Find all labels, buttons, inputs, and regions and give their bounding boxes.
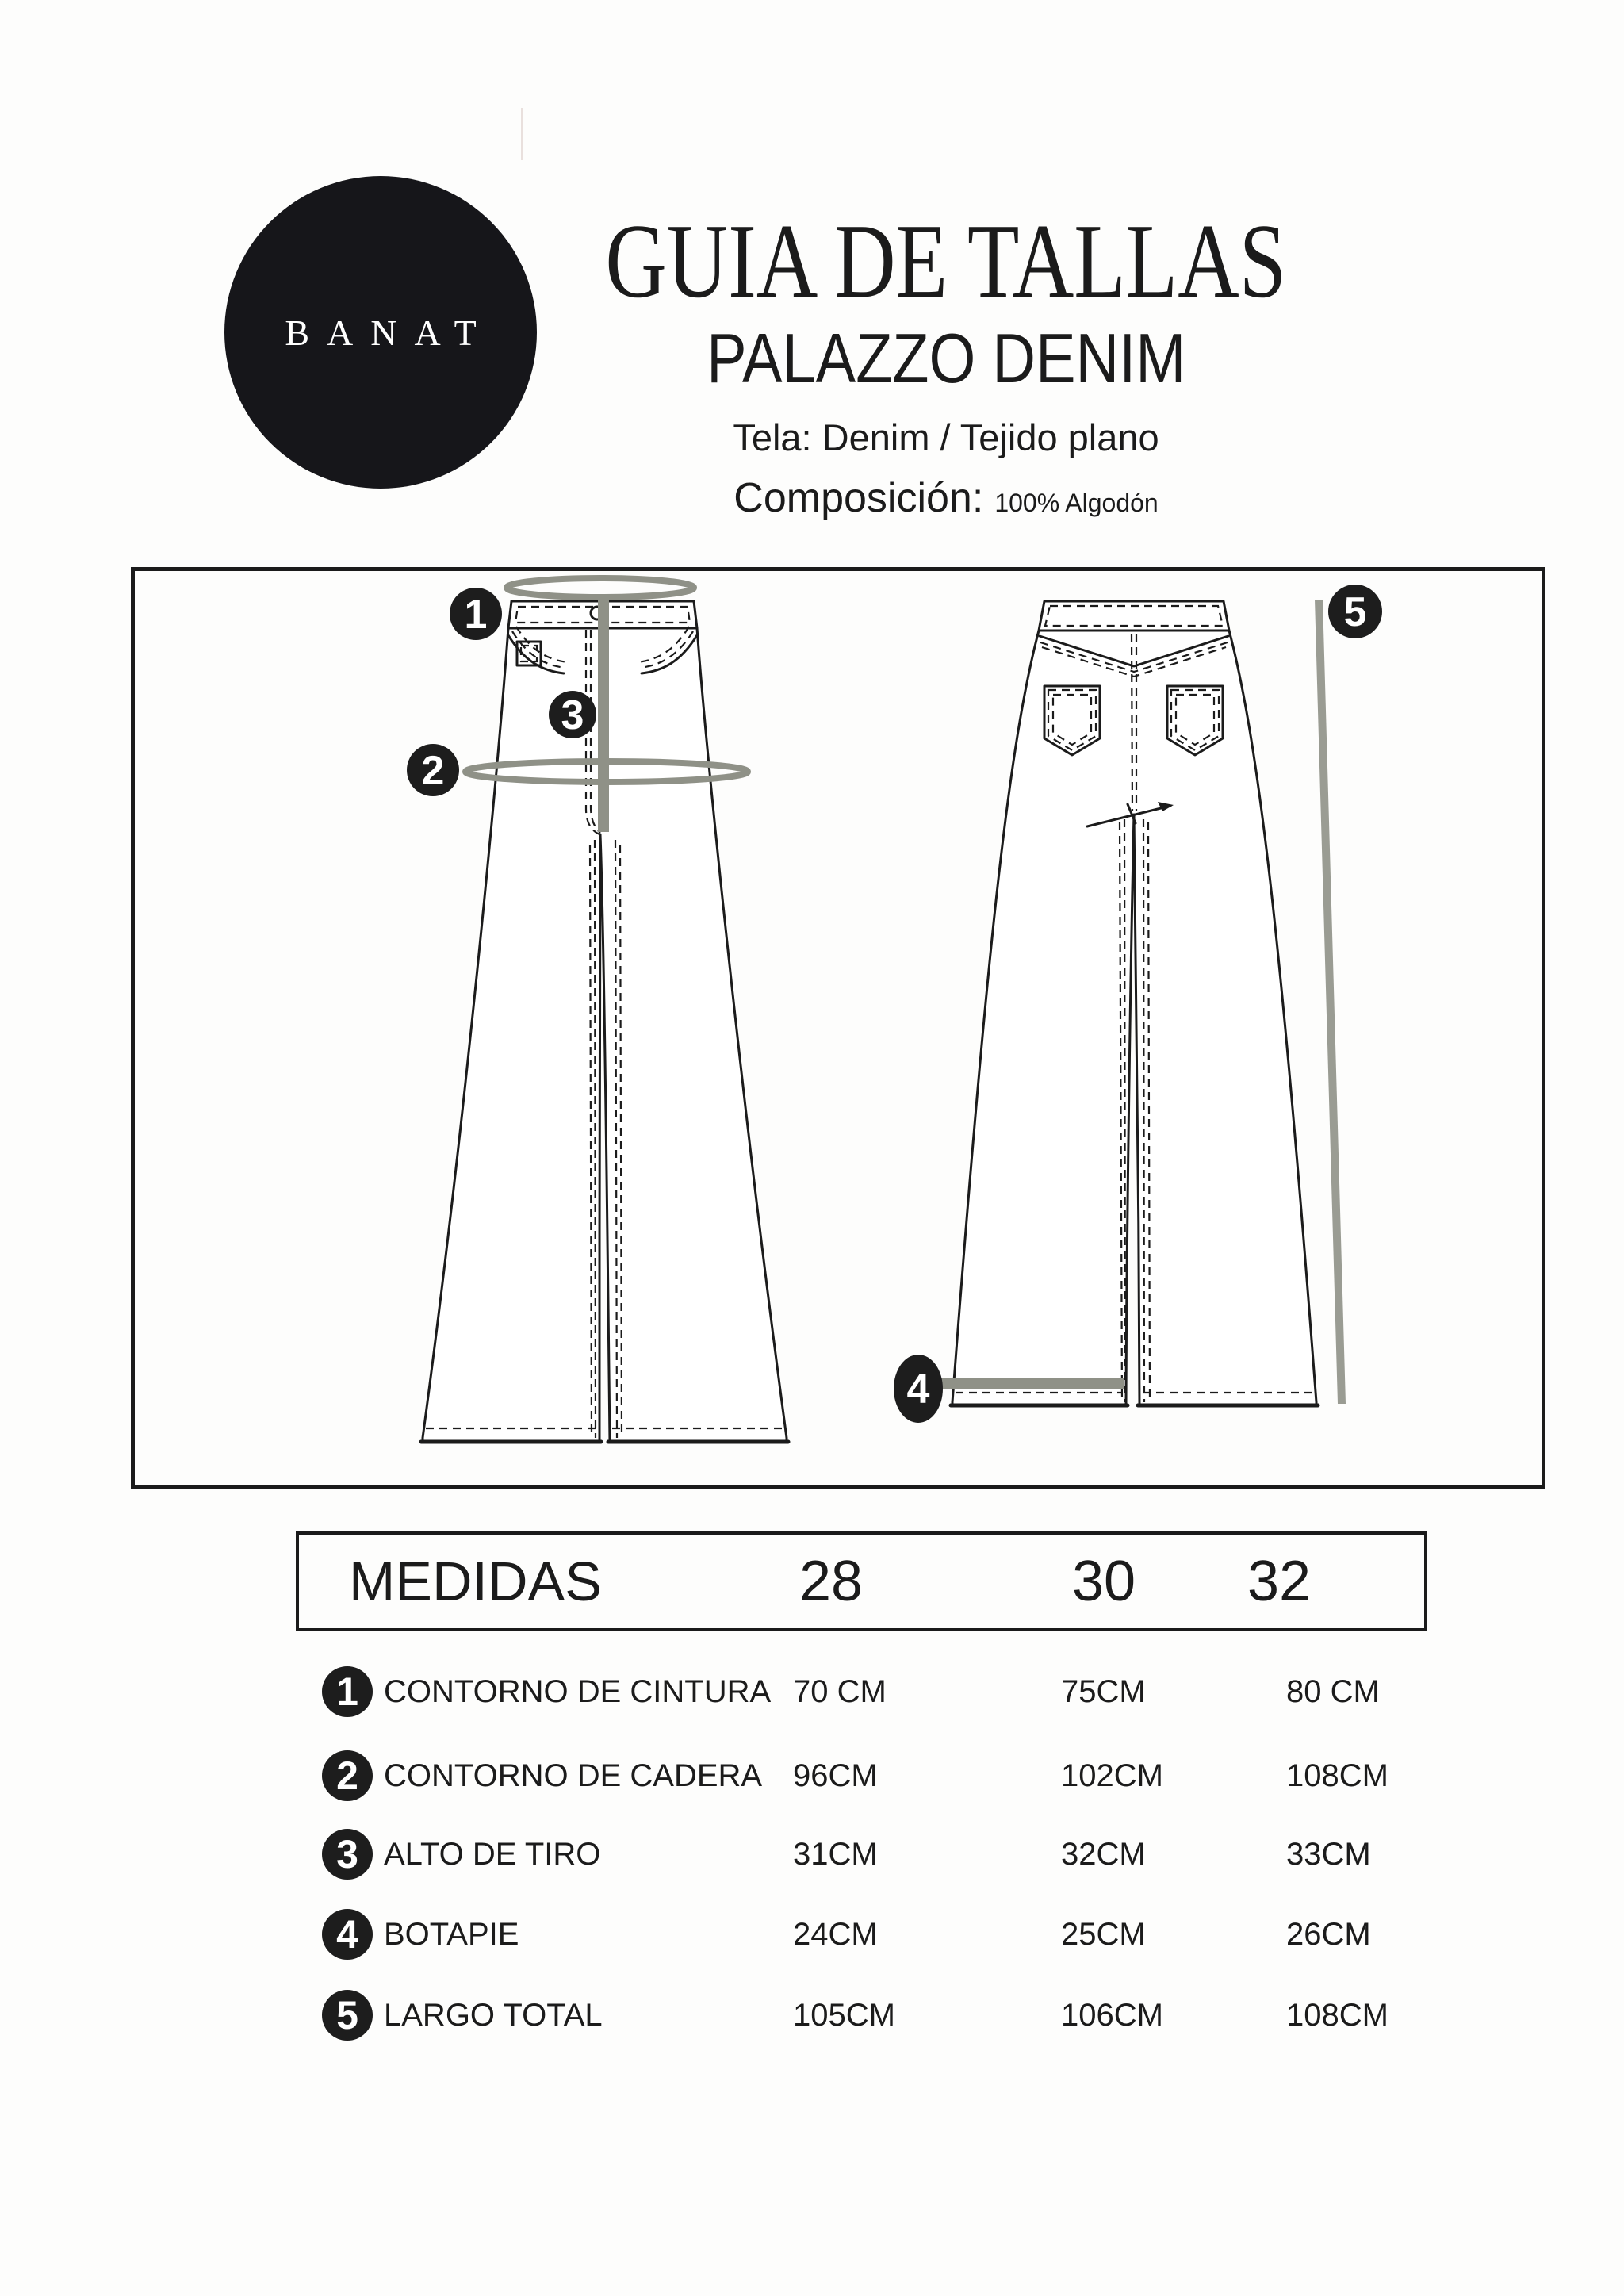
table-row-tiro [0,1829,1624,1880]
row-value-30: 102CM [1061,1758,1163,1793]
row-label: CONTORNO DE CADERA [384,1758,763,1793]
marker-5-number: 5 [1343,589,1367,635]
row-value-30: 32CM [1061,1837,1146,1872]
composition-value: 100% Algodón [994,489,1159,517]
garment-diagram [131,567,1545,1489]
size-column-30: 30 [1071,1550,1136,1613]
row-value-30: 106CM [1061,1998,1163,2033]
row-badge: 3 [322,1829,373,1880]
scan-artifact [521,108,523,160]
size-column-32: 32 [1247,1550,1312,1613]
marker-4-badge [894,1355,943,1423]
composition-label: Composición: [733,475,984,521]
brand-logo-text: BANAT [285,312,494,353]
row-value-32: 33CM [1286,1837,1371,1872]
total-length-measure-line [1315,600,1346,1404]
marker-2-number: 2 [421,748,445,794]
pants-back-view [894,585,1382,1423]
row-value-28: 105CM [793,1998,895,2033]
rise-measure-bar [598,599,609,832]
row-value-32: 108CM [1286,1998,1388,2033]
table-row-cintura [0,1666,1624,1717]
back-body [952,631,1316,1405]
row-value-28: 96CM [793,1758,878,1793]
fabric-line: Tela: Denim / Tejido plano [733,416,1159,458]
row-badge: 2 [322,1750,373,1801]
row-badge: 4 [322,1909,373,1960]
row-value-28: 24CM [793,1917,878,1952]
row-label: BOTAPIE [384,1917,519,1952]
row-label: ALTO DE TIRO [384,1837,601,1872]
table-header [296,1531,1427,1631]
marker-5-badge [1328,585,1382,638]
row-value-28: 31CM [793,1837,878,1872]
row-value-30: 25CM [1061,1917,1146,1952]
table-header-label: MEDIDAS [349,1550,602,1612]
row-badge: 1 [322,1666,373,1717]
row-badge: 5 [322,1990,373,2041]
table-row-largo [0,1990,1624,2041]
marker-2-badge [407,744,459,796]
row-value-28: 70 CM [793,1674,887,1709]
leg-opening-measure-bar [925,1378,1124,1389]
pants-front-view [407,578,788,1442]
waist-measure-ellipse [507,578,694,597]
table-row-cadera [0,1750,1624,1801]
row-value-30: 75CM [1061,1674,1146,1709]
back-pocket-right [1167,686,1223,755]
row-value-32: 26CM [1286,1917,1371,1952]
row-label: LARGO TOTAL [384,1998,603,2033]
marker-1-badge [450,588,502,640]
page-title: GUIA DE TALLAS [605,202,1287,320]
marker-3-badge [549,691,596,738]
table-row-botapie [0,1909,1624,1960]
row-label: CONTORNO DE CINTURA [384,1674,772,1709]
marker-1-number: 1 [464,592,488,638]
composition-line [285,474,1607,522]
size-column-28: 28 [799,1550,864,1613]
marker-4-number: 4 [906,1366,930,1412]
row-value-32: 80 CM [1286,1674,1380,1709]
product-name: PALAZZO DENIM [706,319,1186,397]
marker-3-number: 3 [561,692,584,738]
back-pocket-left [1044,686,1100,755]
row-value-32: 108CM [1286,1758,1388,1793]
